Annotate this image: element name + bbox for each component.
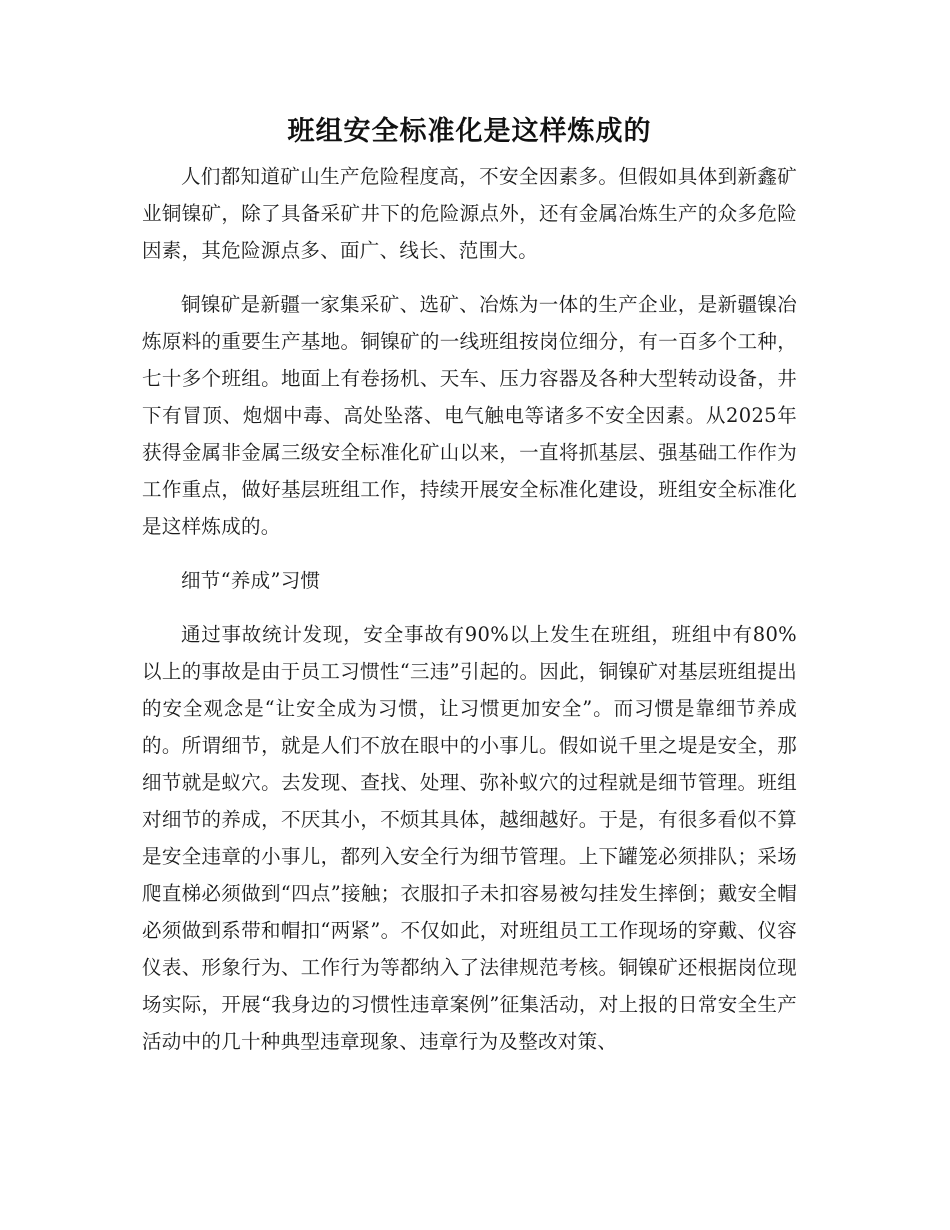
paragraph-detail-management: 通过事故统计发现，安全事故有90%以上发生在班组，班组中有80%以上的事故是由于员工习惯性“三违”引起的。因此，铜镍矿对基层班组提出的安全观念是“让安全成为习惯，让习惯更加安全”。而习惯是靠细节养成的。所谓细节，就是人们不放在眼中的小事儿。假如说千里之堤是安全，那细节就是蚁穴。去发现、查找、处理、弥补蚁穴的过程就是细节管理。班组对细节的养成，不厌其小，不烦其具体，越细越好。于是，有很多看似不算是安全违章的小事儿，都列入安全行为细节管理。上下罐笼必须排队；采场爬直梯必须做到“四点”接触；衣服扣子未扣容易被勾挂发生摔倒；戴安全帽必须做到系带和帽扣“两紧”。不仅如此，对班组员工工作现场的穿戴、仪容仪表、形象行为、工作行为等都纳入了法律规范考核。铜镍矿还根据岗位现场实际，开展“我身边的习惯性违章案例”征集活动，对上报的日常安全生产活动中的几十种典型违章现象、违章行为及整改对策、 bbox=[142, 623, 797, 1053]
document-page bbox=[142, 112, 797, 1060]
section-heading-habits: 细节“养成”习惯 bbox=[181, 569, 321, 592]
document-title: 班组安全标准化是这样炼成的 bbox=[287, 116, 652, 147]
paragraph-intro: 人们都知道矿山生产危险程度高，不安全因素多。但假如具体到新鑫矿业铜镍矿，除了具备采矿井下的危险源点外，还有金属冶炼生产的众多危险因素，其危险源点多、面广、线长、范围大。 bbox=[142, 165, 797, 262]
paragraph-company-overview: 铜镍矿是新疆一家集采矿、选矿、冶炼为一体的生产企业，是新疆镍冶炼原料的重要生产基地。铜镍矿的一线班组按岗位细分，有一百多个工种，七十多个班组。地面上有卷扬机、天车、压力容器及各种大型转动设备，井下有冒顶、炮烟中毒、高处坠落、电气触电等诸多不安全因素。从2025年获得金属非金属三级安全标准化矿山以来，一直将抓基层、强基础工作作为工作重点，做好基层班组工作，持续开展安全标准化建设，班组安全标准化是这样炼成的。 bbox=[142, 293, 797, 538]
